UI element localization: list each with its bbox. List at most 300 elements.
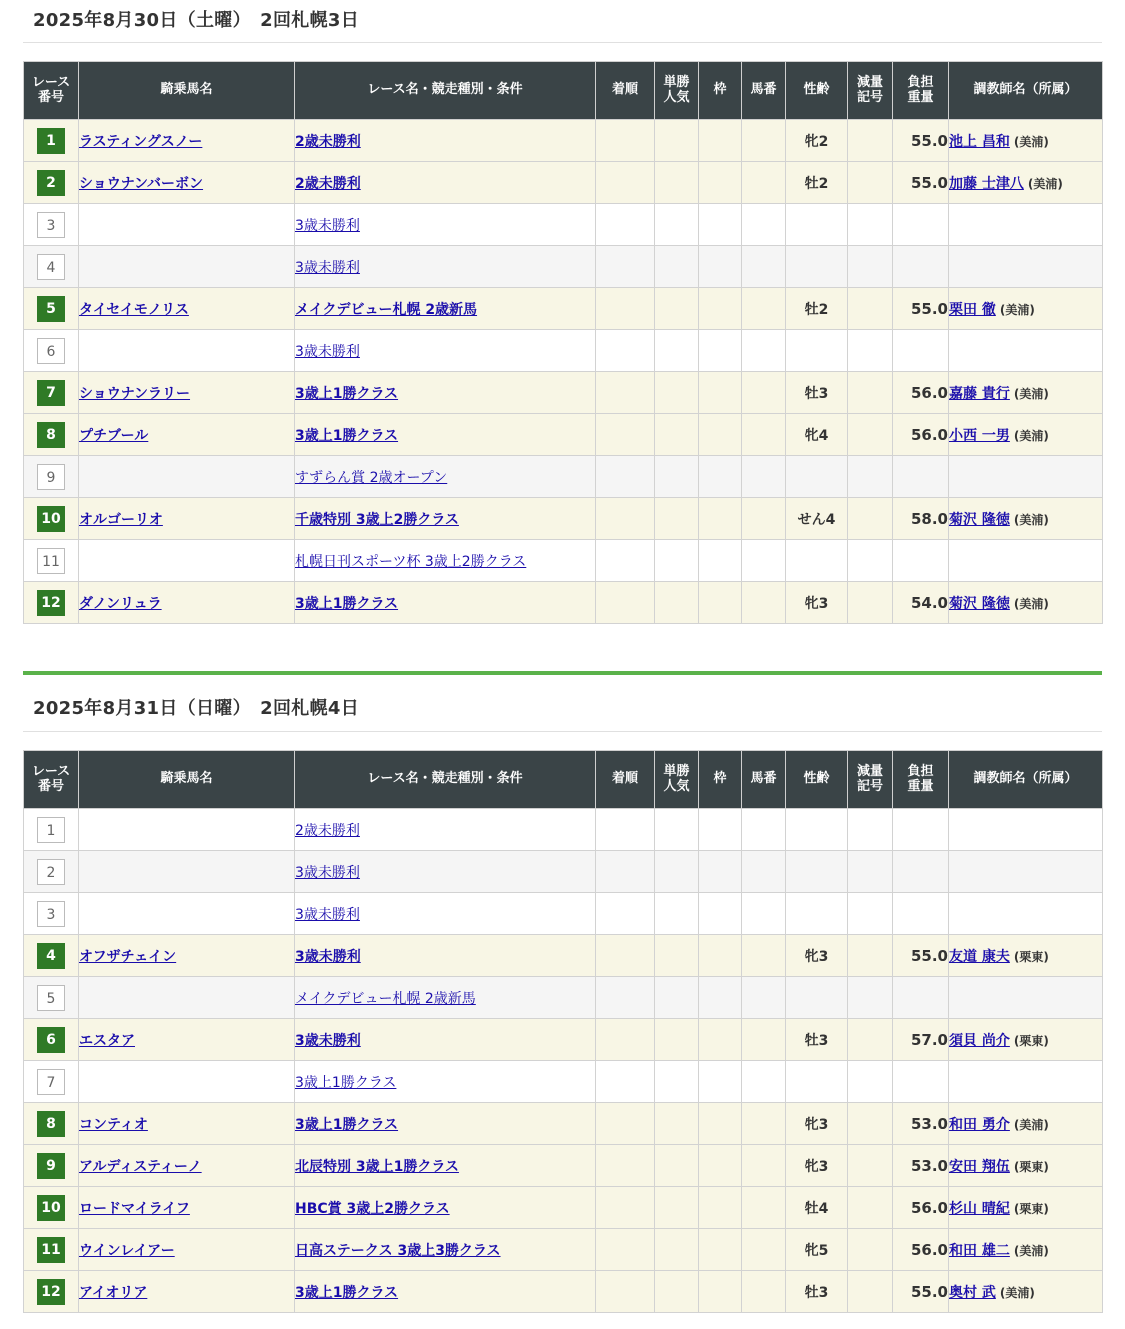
horse-number-cell — [742, 288, 786, 330]
finish-cell — [596, 162, 655, 204]
race-name-link[interactable]: 3歳未勝利 — [295, 864, 360, 881]
carried-weight-cell: 53.0 — [893, 1145, 949, 1187]
horse-number-cell — [742, 162, 786, 204]
trainer-affiliation: (栗東) — [1013, 1159, 1049, 1174]
carried-weight-cell — [893, 977, 949, 1019]
race-number-badge: 11 — [37, 1237, 65, 1263]
trainer-cell — [949, 1145, 1103, 1187]
horse-name-cell — [79, 977, 295, 1019]
trainer-name-link[interactable]: 嘉藤 貴行 — [949, 385, 1010, 402]
trainer-name-link[interactable]: 菊沢 隆徳 — [949, 511, 1010, 528]
table-row — [24, 1187, 1103, 1229]
table-row — [24, 1019, 1103, 1061]
trainer-name-link[interactable]: 和田 勇介 — [949, 1116, 1010, 1133]
popularity-cell — [655, 1103, 699, 1145]
carried-weight-cell: 55.0 — [893, 120, 949, 162]
finish-cell — [596, 1187, 655, 1229]
sex-age-cell: 牝3 — [786, 582, 848, 624]
race-name-link[interactable]: 北辰特別 3歳上1勝クラス — [295, 1158, 459, 1175]
horse-name-cell — [79, 1103, 295, 1145]
race-number-cell — [24, 372, 79, 414]
trainer-name-link[interactable]: 須貝 尚介 — [949, 1032, 1010, 1049]
horse-name-cell — [79, 246, 295, 288]
race-name-cell — [295, 498, 596, 540]
trainer-affiliation: (美浦) — [1013, 1117, 1049, 1132]
race-name-link[interactable]: メイクデビュー札幌 2歳新馬 — [295, 990, 476, 1007]
column-header: 単勝 人気 — [655, 62, 699, 120]
race-number-cell — [24, 330, 79, 372]
race-name-cell — [295, 1271, 596, 1313]
horse-number-cell — [742, 1271, 786, 1313]
popularity-cell — [655, 498, 699, 540]
race-name-link[interactable]: メイクデビュー札幌 2歳新馬 — [295, 301, 478, 318]
sex-age-cell: 牝2 — [786, 120, 848, 162]
frame-cell — [699, 372, 742, 414]
horse-name-cell — [79, 120, 295, 162]
horse-name-cell — [79, 1271, 295, 1313]
race-name-link[interactable]: 2歳未勝利 — [295, 822, 360, 839]
race-name-link[interactable]: HBC賞 3歳上2勝クラス — [295, 1200, 450, 1217]
trainer-cell — [949, 246, 1103, 288]
horse-name-cell — [79, 1145, 295, 1187]
column-header: 着順 — [596, 751, 655, 809]
race-name-link[interactable]: 3歳上1勝クラス — [295, 1116, 399, 1133]
finish-cell — [596, 1229, 655, 1271]
race-number-cell — [24, 120, 79, 162]
table-row — [24, 1061, 1103, 1103]
frame-cell — [699, 1229, 742, 1271]
horse-name-link[interactable]: ウインレイアー — [79, 1242, 175, 1259]
horse-name-cell — [79, 1229, 295, 1271]
race-name-link[interactable]: 3歳上1勝クラス — [295, 427, 399, 444]
race-number-badge: 4 — [37, 943, 65, 969]
weight-reduction-cell — [848, 1187, 893, 1229]
trainer-cell — [949, 456, 1103, 498]
horse-number-cell — [742, 456, 786, 498]
horse-name-cell — [79, 498, 295, 540]
trainer-cell — [949, 893, 1103, 935]
column-header: 枠 — [699, 62, 742, 120]
race-name-link[interactable]: 3歳上1勝クラス — [295, 1284, 399, 1301]
horse-number-cell — [742, 414, 786, 456]
popularity-cell — [655, 1187, 699, 1229]
table-row — [24, 414, 1103, 456]
trainer-affiliation: (美浦) — [999, 302, 1035, 317]
race-number-badge: 7 — [37, 380, 65, 406]
finish-cell — [596, 893, 655, 935]
race-number-cell — [24, 162, 79, 204]
race-name-cell — [295, 456, 596, 498]
popularity-cell — [655, 851, 699, 893]
horse-name-cell — [79, 414, 295, 456]
horse-name-link[interactable]: アイオリア — [79, 1284, 148, 1301]
race-name-cell — [295, 162, 596, 204]
finish-cell — [596, 246, 655, 288]
race-number-cell — [24, 809, 79, 851]
race-name-cell — [295, 540, 596, 582]
finish-cell — [596, 1271, 655, 1313]
popularity-cell — [655, 1145, 699, 1187]
frame-cell — [699, 1061, 742, 1103]
trainer-name-link[interactable]: 和田 雄二 — [949, 1242, 1010, 1259]
table-row — [24, 372, 1103, 414]
trainer-cell — [949, 851, 1103, 893]
horse-name-link[interactable]: ダノンリュラ — [79, 595, 162, 612]
weight-reduction-cell — [848, 330, 893, 372]
frame-cell — [699, 246, 742, 288]
sex-age-cell — [786, 893, 848, 935]
race-name-cell — [295, 204, 596, 246]
race-name-link[interactable]: 3歳未勝利 — [295, 1032, 361, 1049]
table-row — [24, 330, 1103, 372]
carried-weight-cell: 56.0 — [893, 372, 949, 414]
frame-cell — [699, 935, 742, 977]
carried-weight-cell — [893, 1061, 949, 1103]
column-header: 騎乗馬名 — [79, 62, 295, 120]
horse-name-link[interactable]: オフザチェイン — [79, 948, 177, 965]
race-name-link[interactable]: 札幌日刊スポーツ杯 3歳上2勝クラス — [295, 553, 527, 570]
sex-age-cell: 牡4 — [786, 1187, 848, 1229]
race-name-cell — [295, 977, 596, 1019]
race-name-cell — [295, 330, 596, 372]
horse-name-link[interactable]: アルディスティーノ — [79, 1158, 202, 1175]
horse-name-cell — [79, 372, 295, 414]
horse-name-cell — [79, 540, 295, 582]
sex-age-cell: 牝5 — [786, 1229, 848, 1271]
race-number-cell — [24, 246, 79, 288]
divider — [23, 731, 1102, 732]
frame-cell — [699, 851, 742, 893]
trainer-cell — [949, 1187, 1103, 1229]
trainer-name-link[interactable]: 池上 昌和 — [949, 133, 1010, 150]
horse-number-cell — [742, 1145, 786, 1187]
sex-age-cell — [786, 809, 848, 851]
race-name-link[interactable]: 3歳未勝利 — [295, 217, 360, 234]
weight-reduction-cell — [848, 1061, 893, 1103]
sex-age-cell — [786, 977, 848, 1019]
frame-cell — [699, 456, 742, 498]
trainer-cell — [949, 935, 1103, 977]
weight-reduction-cell — [848, 893, 893, 935]
race-name-cell — [295, 120, 596, 162]
sex-age-cell: 牡3 — [786, 372, 848, 414]
horse-number-cell — [742, 1187, 786, 1229]
table-row — [24, 1103, 1103, 1145]
horse-number-cell — [742, 246, 786, 288]
carried-weight-cell: 56.0 — [893, 1229, 949, 1271]
race-name-link[interactable]: 3歳上1勝クラス — [295, 595, 399, 612]
horse-name-cell — [79, 1061, 295, 1103]
table-row — [24, 246, 1103, 288]
trainer-affiliation: (栗東) — [1013, 1033, 1049, 1048]
trainer-cell — [949, 288, 1103, 330]
race-number-cell — [24, 288, 79, 330]
weight-reduction-cell — [848, 162, 893, 204]
horse-name-link[interactable]: オルゴーリオ — [79, 511, 163, 528]
horse-name-cell — [79, 162, 295, 204]
weight-reduction-cell — [848, 1271, 893, 1313]
weight-reduction-cell — [848, 288, 893, 330]
horse-number-cell — [742, 372, 786, 414]
horse-name-link[interactable]: タイセイモノリス — [79, 301, 189, 318]
horse-number-cell — [742, 977, 786, 1019]
sex-age-cell — [786, 204, 848, 246]
race-name-cell — [295, 1229, 596, 1271]
horse-name-link[interactable]: ショウナンラリー — [79, 385, 191, 402]
horse-name-cell — [79, 935, 295, 977]
horse-name-link[interactable]: エスタア — [79, 1032, 135, 1049]
horse-number-cell — [742, 120, 786, 162]
race-name-link[interactable]: 3歳未勝利 — [295, 948, 361, 965]
trainer-affiliation: (美浦) — [1013, 1243, 1049, 1258]
race-name-cell — [295, 1103, 596, 1145]
trainer-cell — [949, 1271, 1103, 1313]
horse-name-cell — [79, 456, 295, 498]
column-header: 調教師名（所属） — [949, 62, 1103, 120]
column-header: レース名・競走種別・条件 — [295, 751, 596, 809]
race-name-cell — [295, 1061, 596, 1103]
race-number-badge: 8 — [37, 1111, 65, 1137]
race-number-cell — [24, 582, 79, 624]
race-number-badge: 8 — [37, 422, 65, 448]
trainer-cell — [949, 1103, 1103, 1145]
race-name-link[interactable]: 3歳上1勝クラス — [295, 385, 399, 402]
trainer-name-link[interactable]: 小西 一男 — [949, 427, 1010, 444]
frame-cell — [699, 977, 742, 1019]
frame-cell — [699, 1019, 742, 1061]
sex-age-cell — [786, 246, 848, 288]
table-row — [24, 851, 1103, 893]
carried-weight-cell — [893, 851, 949, 893]
race-name-cell — [295, 851, 596, 893]
race-number-cell — [24, 1229, 79, 1271]
sex-age-cell: せん4 — [786, 498, 848, 540]
horse-name-cell — [79, 809, 295, 851]
finish-cell — [596, 1019, 655, 1061]
race-number-badge: 12 — [37, 590, 65, 616]
race-number-cell — [24, 204, 79, 246]
column-header: 馬番 — [742, 62, 786, 120]
table-header-row — [24, 62, 1103, 120]
race-number-badge: 4 — [37, 254, 65, 280]
race-name-link[interactable]: 2歳未勝利 — [295, 133, 361, 150]
popularity-cell — [655, 540, 699, 582]
popularity-cell — [655, 288, 699, 330]
race-number-badge: 5 — [37, 985, 65, 1011]
section-divider — [23, 671, 1102, 675]
trainer-cell — [949, 1229, 1103, 1271]
sex-age-cell — [786, 1061, 848, 1103]
weight-reduction-cell — [848, 1145, 893, 1187]
carried-weight-cell: 56.0 — [893, 1187, 949, 1229]
finish-cell — [596, 851, 655, 893]
carried-weight-cell — [893, 330, 949, 372]
trainer-name-link[interactable]: 友道 康夫 — [949, 948, 1010, 965]
table-row — [24, 456, 1103, 498]
horse-name-cell — [79, 330, 295, 372]
frame-cell — [699, 498, 742, 540]
trainer-affiliation: (美浦) — [1013, 134, 1049, 149]
race-name-cell — [295, 372, 596, 414]
horse-name-cell — [79, 288, 295, 330]
column-header: 負担 重量 — [893, 62, 949, 120]
trainer-cell — [949, 977, 1103, 1019]
race-name-link[interactable]: 千歳特別 3歳上2勝クラス — [295, 511, 459, 528]
column-header: 馬番 — [742, 751, 786, 809]
race-number-cell — [24, 893, 79, 935]
race-name-link[interactable]: 3歳未勝利 — [295, 343, 360, 360]
column-header: 負担 重量 — [893, 751, 949, 809]
horse-name-link[interactable]: ラスティングスノー — [79, 133, 203, 150]
trainer-name-link[interactable]: 菊沢 隆徳 — [949, 595, 1010, 612]
sex-age-cell — [786, 330, 848, 372]
popularity-cell — [655, 372, 699, 414]
race-name-cell — [295, 414, 596, 456]
table-row — [24, 120, 1103, 162]
column-header: 性齢 — [786, 62, 848, 120]
column-header: 枠 — [699, 751, 742, 809]
race-number-badge: 9 — [37, 464, 65, 490]
finish-cell — [596, 1145, 655, 1187]
trainer-cell — [949, 120, 1103, 162]
frame-cell — [699, 1103, 742, 1145]
weight-reduction-cell — [848, 498, 893, 540]
sex-age-cell: 牝3 — [786, 935, 848, 977]
trainer-affiliation: (美浦) — [1013, 512, 1049, 527]
horse-number-cell — [742, 582, 786, 624]
race-name-cell — [295, 246, 596, 288]
horse-name-link[interactable]: ショウナンバーボン — [79, 175, 204, 192]
popularity-cell — [655, 582, 699, 624]
race-number-cell — [24, 456, 79, 498]
column-header: 調教師名（所属） — [949, 751, 1103, 809]
race-number-badge: 10 — [37, 506, 65, 532]
popularity-cell — [655, 1019, 699, 1061]
race-name-link[interactable]: すずらん賞 2歳オープン — [295, 469, 448, 486]
table-row — [24, 288, 1103, 330]
race-number-cell — [24, 1061, 79, 1103]
race-name-cell — [295, 1019, 596, 1061]
sex-age-cell: 牝3 — [786, 1103, 848, 1145]
race-name-cell — [295, 1145, 596, 1187]
race-table — [23, 61, 1103, 624]
carried-weight-cell — [893, 540, 949, 582]
race-name-link[interactable]: 3歳上1勝クラス — [295, 1074, 397, 1091]
horse-number-cell — [742, 330, 786, 372]
race-name-link[interactable]: 2歳未勝利 — [295, 175, 361, 192]
carried-weight-cell — [893, 893, 949, 935]
horse-number-cell — [742, 1019, 786, 1061]
weight-reduction-cell — [848, 851, 893, 893]
finish-cell — [596, 935, 655, 977]
sex-age-cell — [786, 851, 848, 893]
finish-cell — [596, 1061, 655, 1103]
race-number-cell — [24, 977, 79, 1019]
trainer-name-link[interactable]: 加藤 士津八 — [949, 175, 1024, 192]
finish-cell — [596, 498, 655, 540]
finish-cell — [596, 1103, 655, 1145]
race-name-link[interactable]: 日高ステークス 3歳上3勝クラス — [295, 1242, 501, 1259]
trainer-name-link[interactable]: 栗田 徹 — [949, 301, 996, 318]
sex-age-cell: 牡2 — [786, 288, 848, 330]
table-row — [24, 977, 1103, 1019]
race-number-badge: 3 — [37, 212, 65, 238]
race-name-link[interactable]: 3歳未勝利 — [295, 259, 360, 276]
race-number-badge: 2 — [37, 859, 65, 885]
horse-name-link[interactable]: コンティオ — [79, 1116, 148, 1133]
trainer-affiliation: (栗東) — [1013, 1201, 1049, 1216]
race-name-cell — [295, 288, 596, 330]
weight-reduction-cell — [848, 1019, 893, 1061]
weight-reduction-cell — [848, 1229, 893, 1271]
horse-name-link[interactable]: プチブール — [79, 427, 149, 444]
weight-reduction-cell — [848, 582, 893, 624]
horse-name-link[interactable]: ロードマイライフ — [79, 1200, 190, 1217]
frame-cell — [699, 540, 742, 582]
carried-weight-cell: 55.0 — [893, 1271, 949, 1313]
popularity-cell — [655, 1229, 699, 1271]
table-row — [24, 582, 1103, 624]
carried-weight-cell — [893, 809, 949, 851]
popularity-cell — [655, 162, 699, 204]
popularity-cell — [655, 935, 699, 977]
race-name-cell — [295, 1187, 596, 1229]
day-header: 2025年8月31日（日曜） 2回札幌4日 — [33, 698, 360, 719]
race-number-badge: 5 — [37, 296, 65, 322]
carried-weight-cell: 55.0 — [893, 162, 949, 204]
finish-cell — [596, 540, 655, 582]
column-header: 減量 記号 — [848, 62, 893, 120]
race-number-cell — [24, 1019, 79, 1061]
popularity-cell — [655, 809, 699, 851]
horse-number-cell — [742, 498, 786, 540]
race-number-badge: 3 — [37, 901, 65, 927]
trainer-name-link[interactable]: 奥村 武 — [949, 1284, 996, 1301]
popularity-cell — [655, 456, 699, 498]
sex-age-cell: 牝4 — [786, 414, 848, 456]
trainer-name-link[interactable]: 杉山 晴紀 — [949, 1200, 1010, 1217]
race-number-cell — [24, 414, 79, 456]
trainer-cell — [949, 162, 1103, 204]
trainer-affiliation: (美浦) — [1013, 596, 1049, 611]
carried-weight-cell: 56.0 — [893, 414, 949, 456]
trainer-cell — [949, 582, 1103, 624]
table-row — [24, 204, 1103, 246]
race-number-cell — [24, 851, 79, 893]
race-name-link[interactable]: 3歳未勝利 — [295, 906, 360, 923]
carried-weight-cell: 53.0 — [893, 1103, 949, 1145]
race-number-badge: 10 — [37, 1195, 65, 1221]
trainer-name-link[interactable]: 安田 翔伍 — [949, 1158, 1010, 1175]
weight-reduction-cell — [848, 935, 893, 977]
race-number-badge: 2 — [37, 170, 65, 196]
race-number-badge: 6 — [37, 338, 65, 364]
trainer-affiliation: (栗東) — [1013, 949, 1049, 964]
horse-number-cell — [742, 1229, 786, 1271]
popularity-cell — [655, 1271, 699, 1313]
sex-age-cell: 牡2 — [786, 162, 848, 204]
column-header: 性齢 — [786, 751, 848, 809]
weight-reduction-cell — [848, 1103, 893, 1145]
weight-reduction-cell — [848, 372, 893, 414]
horse-number-cell — [742, 893, 786, 935]
trainer-affiliation: (美浦) — [999, 1285, 1035, 1300]
finish-cell — [596, 120, 655, 162]
race-number-cell — [24, 1103, 79, 1145]
weight-reduction-cell — [848, 456, 893, 498]
weight-reduction-cell — [848, 540, 893, 582]
trainer-cell — [949, 414, 1103, 456]
